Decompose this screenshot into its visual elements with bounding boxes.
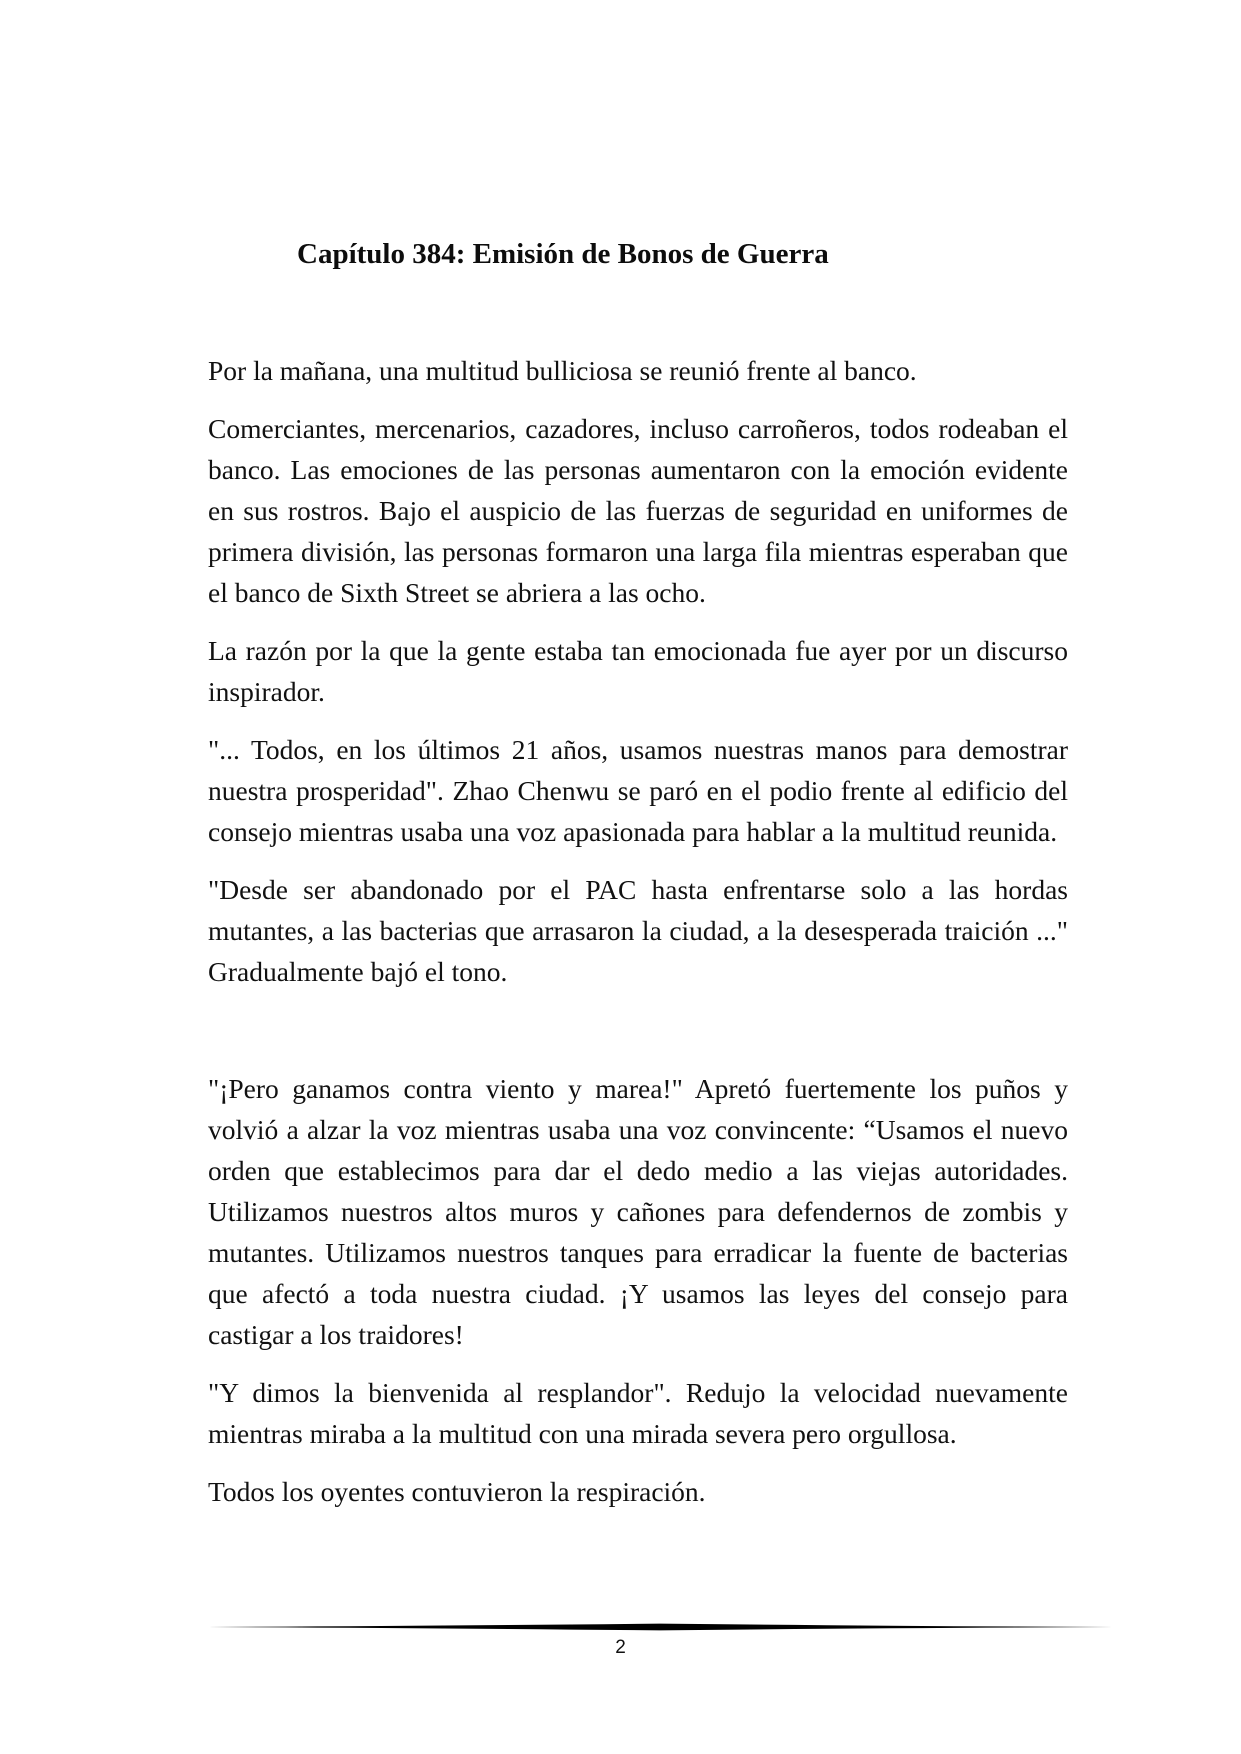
paragraph: Comerciantes, mercenarios, cazadores, incluso carroñeros, todos rodeaban el banco. Las emociones de las personas aumentaron con la emoción evidente en sus rostros. Bajo el auspicio de las fuerzas de seguridad en uniformes de primera división, las personas formaron una larga fila mientras esperaban que el banco de Sixth Street se abriera a las ocho. (208, 413, 1068, 608)
footer-divider (208, 1623, 1113, 1631)
page-number: 2 (615, 1637, 626, 1658)
chapter-body (208, 350, 1068, 1529)
paragraph: "Y dimos la bienvenida al resplandor". Redujo la velocidad nuevamente mientras miraba a la multitud con una mirada severa pero orgullosa. (208, 1377, 1068, 1449)
paragraph: Todos los oyentes contuvieron la respiración. (208, 1476, 706, 1507)
paragraph: "Desde ser abandonado por el PAC hasta enfrentarse solo a las hordas mutantes, a las bacterias que arrasaron la ciudad, a la desesperada traición ..." Gradualmente bajó el tono. (208, 874, 1068, 987)
paragraph: "¡Pero ganamos contra viento y marea!" Apretó fuertemente los puños y volvió a alzar la voz mientras usaba una voz convincente: “Usamos el nuevo orden que establecimos para dar el dedo medio a las viejas autoridades. Utilizamos nuestros altos muros y cañones para defendernos de zombis y mutantes. Utilizamos nuestros tanques para erradicar la fuente de bacterias que afectó a toda nuestra ciudad. ¡Y usamos las leyes del consejo para castigar a los traidores! (208, 1073, 1068, 1350)
paragraph: La razón por la que la gente estaba tan emocionada fue ayer por un discurso inspirador. (208, 635, 1068, 707)
paragraph: "... Todos, en los últimos 21 años, usamos nuestras manos para demostrar nuestra prosperidad". Zhao Chenwu se paró en el podio frente al edificio del consejo mientras usaba una voz apasionada para hablar a la multitud reunida. (208, 734, 1068, 847)
chapter-title: Capítulo 384: Emisión de Bonos de Guerra (297, 238, 829, 270)
paragraph: Por la mañana, una multitud bulliciosa se reunió frente al banco. (208, 355, 917, 386)
